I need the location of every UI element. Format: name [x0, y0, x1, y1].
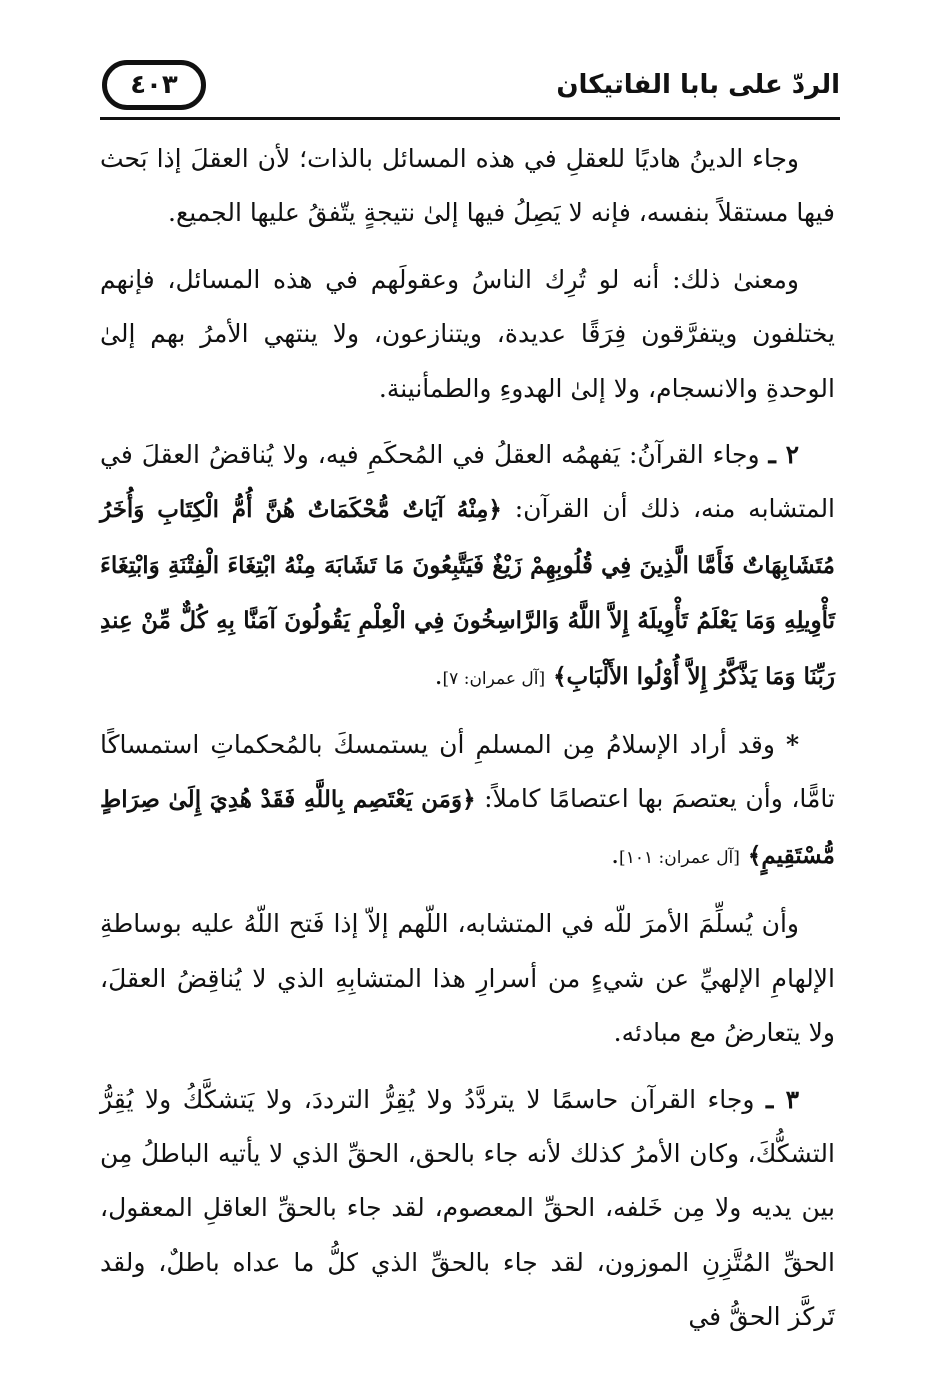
paragraph-4: * وقد أراد الإسلامُ مِن المسلمِ أن يستمسكَ بالمُحكماتِ استمساكًا تامًّا، وأن يعتصمَ بها اعتصامًا كاملاً: ﴿وَمَن يَعْتَصِم بِاللَّهِ فَقَدْ هُدِيَ إِلَىٰ صِرَاطٍ مُّسْتَقِيمٍ﴾ [آل عمران: ١٠١].: [100, 730, 835, 869]
item-number-2: ٢ ـ: [768, 440, 800, 470]
quran-verse-1: ﴿مِنْهُ آيَاتٌ مُّحْكَمَاتٌ هُنَّ أُمُّ الْكِتَابِ وَأُخَرُ مُتَشَابِهَاتٌ فَأَمَّا الَّذِينَ فِي قُلُوبِهِمْ زَيْغٌ فَيَتَّبِعُونَ مَا تَشَابَهَ مِنْهُ ابْتِغَاءَ الْفِتْنَةِ وَابْتِغَاءَ تَأْوِيلِهِ وَمَا يَعْلَمُ تَأْوِيلَهُ إِلاَّ اللَّهُ وَالرَّاسِخُونَ فِي الْعِلْمِ يَقُولُونَ آمَنَّا بِهِ كُلٌّ مِّنْ عِندِ رَبِّنَا وَمَا يَذَّكَّرُ إِلاَّ أُوْلُوا الأَلْبَابِ﴾: [100, 496, 835, 690]
paragraph-6-text: وجاء القرآن حاسمًا لا يتردَّدُ ولا يُقِرُّ الترددَ، ولا يَتشكَّكُ ولا يُقِرُّ التشكُّكَ، وكان الأمرُ كذلك لأنه جاء بالحق، الحقِّ الذي لا يأتيه الباطلُ مِن بين يديه ولا مِن خَلفه، الحقِّ المعصوم، لقد جاء بالحقِّ العاقلِ المعقول، الحقِّ المُتَّزِنِ الموزون، لقد جاء بالحقِّ الذي كلُّ ما عداه باطلٌ، ولقد تَركَّز الحقُّ في: [100, 1084, 835, 1332]
running-title: الردّ على بابا الفاتيكان: [556, 70, 840, 100]
paragraph-3: ٢ ـ وجاء القرآنُ: يَفهمُه العقلُ في المُحكَمِ فيه، ولا يُناقضُ العقلَ في المتشابه منه، ذلك أن القرآن: ﴿مِنْهُ آيَاتٌ مُّحْكَمَاتٌ هُنَّ أُمُّ الْكِتَابِ وَأُخَرُ مُتَشَابِهَاتٌ فَأَمَّا الَّذِينَ فِي قُلُوبِهِمْ زَيْغٌ فَيَتَّبِعُونَ مَا تَشَابَهَ مِنْهُ ابْتِغَاءَ الْفِتْنَةِ وَابْتِغَاءَ تَأْوِيلِهِ وَمَا يَعْلَمُ تَأْوِيلَهُ إِلاَّ اللَّهُ وَالرَّاسِخُونَ فِي الْعِلْمِ يَقُولُونَ آمَنَّا بِهِ كُلٌّ مِّنْ عِندِ رَبِّنَا وَمَا يَذَّكَّرُ إِلاَّ أُوْلُوا الأَلْبَابِ﴾ [آل عمران: ٧].: [100, 440, 836, 690]
quran-verse-2: ﴿وَمَن يَعْتَصِم بِاللَّهِ فَقَدْ هُدِيَ إِلَىٰ صِرَاطٍ مُّسْتَقِيمٍ﴾: [100, 786, 835, 869]
star-marker: *: [785, 730, 800, 760]
item-number-3: ٣ ـ: [765, 1084, 799, 1114]
verse-citation-2: [آل عمران: ١٠١]: [619, 847, 740, 868]
body-text: [100, 132, 835, 1357]
header-rule: [100, 117, 840, 120]
running-header: [100, 56, 840, 118]
paragraph-6: [100, 1073, 835, 1345]
paragraph-4-text: وقد أراد الإسلامُ مِن المسلمِ أن يستمسكَ بالمُحكماتِ استمساكًا تامًّا، وأن يعتصمَ بها اعتصامًا كاملاً:: [100, 730, 835, 814]
paragraph-1: وجاء الدينُ هاديًا للعقلِ في هذه المسائل بالذات؛ لأن العقلَ إذا بَحث فيها مستقلاً بنفسه، فإنه لا يَصِلُ فيها إلىٰ نتيجةٍ يتّفقُ عليها الجميع.: [100, 144, 835, 228]
paragraph-5: وأن يُسلِّمَ الأمرَ للّه في المتشابه، اللّهم إلاّ إذا فَتح اللّهُ عليه بوساطةِ الإلهامِ الإلهيِّ عن شيءٍ من أسرارِ هذا المتشابِهِ الذي لا يُناقِضُ العقلَ، ولا يتعارضُ مع مبادئه.: [100, 909, 835, 1048]
paragraph-3-text: وجاء القرآنُ: يَفهمُه العقلُ في المُحكَمِ فيه، ولا يُناقضُ العقلَ في المتشابه منه، ذلك أن القرآن:: [100, 440, 836, 524]
paragraph-2: ومعنىٰ ذلك: أنه لو تُرِك الناسُ وعقولَهم في هذه المسائل، فإنهم يختلفون ويتفرَّقون فِرَقًا عديدة، ويتنازعون، ولا ينتهي الأمرُ بهم إلىٰ الوحدةِ والانسجام، ولا إلىٰ الهدوءِ والطمأنينة.: [100, 264, 835, 403]
verse-citation-1: [آل عمران: ٧]: [442, 668, 546, 689]
page-number-badge: ٤٠٣: [102, 60, 206, 110]
